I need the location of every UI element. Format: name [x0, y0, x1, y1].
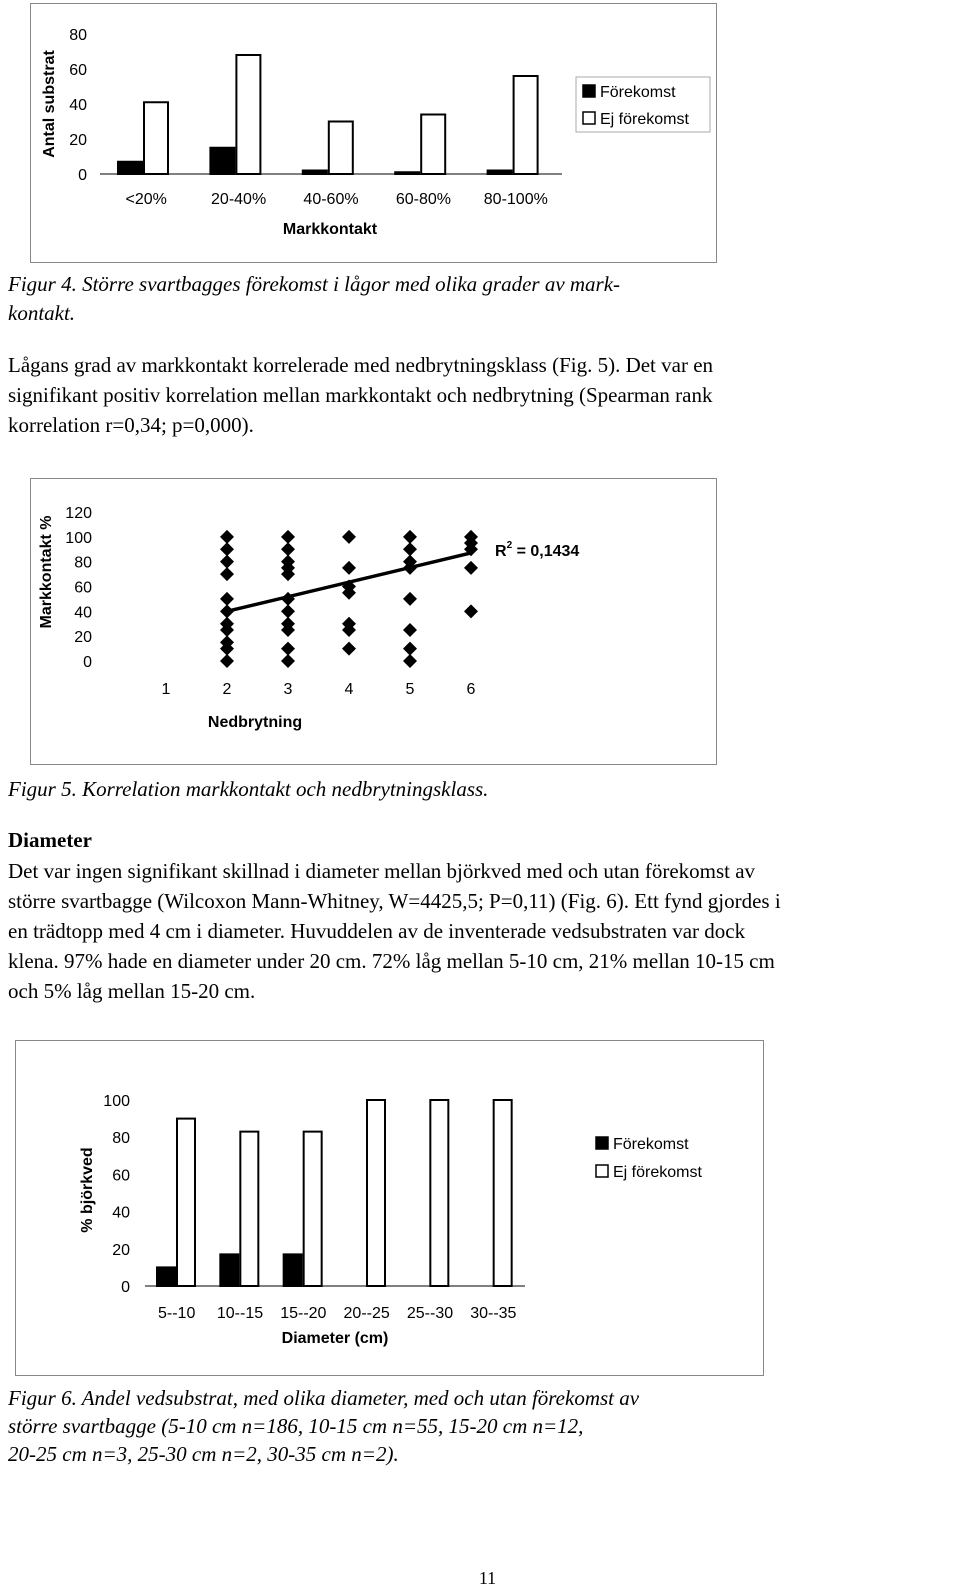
paragraph-2-line5: och 5% låg mellan 15-20 cm. — [8, 979, 256, 1003]
bar-forekomst — [284, 1254, 302, 1286]
paragraph-2-line2: större svartbagge (Wilcoxon Mann-Whitney, W=4425,5; P=0,11) (Fig. 6). Ett fynd gjordes i — [8, 889, 781, 913]
r-squared-label: $R^2 = 0,1434$ — [495, 540, 580, 560]
y-tick-label: 60 — [69, 62, 87, 79]
bar-forekomst — [220, 1254, 238, 1286]
paragraph-1-line2: signifikant positiv korrelation mellan markkontakt och nedbrytning (Spearman rank — [8, 383, 713, 407]
y-tick-label: 0 — [121, 1279, 130, 1296]
y-axis-title: Antal substrat — [41, 50, 58, 158]
bar-ej-forekomst — [367, 1100, 385, 1286]
y-tick-label: 60 — [74, 579, 92, 597]
x-tick-label: 5 — [405, 681, 415, 698]
bar-ej-forekomst — [304, 1132, 322, 1286]
x-tick-label: 15--20 — [280, 1305, 327, 1322]
figure-4-caption-line1: Figur 4. Större svartbagges förekomst i lågor med olika grader av mark- — [8, 272, 621, 296]
y-tick-label: 0 — [83, 654, 92, 671]
legend-swatch — [596, 1165, 608, 1177]
y-tick-label: 60 — [112, 1167, 130, 1185]
x-tick-label: 1 — [161, 681, 171, 698]
y-tick-label: 20 — [74, 629, 92, 647]
x-axis-title: Diameter (cm) — [281, 1330, 389, 1347]
figure-4-caption-line2: kontakt. — [8, 301, 76, 325]
y-tick-label: 80 — [69, 27, 87, 44]
y-tick-label: 40 — [74, 604, 92, 622]
x-tick-label: 3 — [283, 681, 293, 698]
section-heading-diameter: Diameter — [8, 828, 92, 852]
y-tick-label: 20 — [69, 132, 87, 149]
paragraph-1-line3: korrelation r=0,34; p=0,000). — [8, 413, 254, 437]
figure-6-caption-line3: 20-25 cm n=3, 25-30 cm n=2, 30-35 cm n=2). — [8, 1442, 399, 1466]
bar-forekomst — [157, 1267, 175, 1286]
x-tick-label: 80-100% — [483, 191, 548, 208]
legend-label: Förekomst — [613, 1136, 689, 1153]
y-tick-label: 80 — [112, 1130, 130, 1148]
x-tick-label: 25--30 — [406, 1305, 454, 1322]
x-tick-label: 5--10 — [157, 1305, 196, 1322]
figure-5-caption: Figur 5. Korrelation markkontakt och nedbrytningsklass. — [8, 777, 489, 801]
paragraph-1-line1: Lågans grad av markkontakt korrelerade med nedbrytningsklass (Fig. 5). Det var en — [8, 353, 714, 377]
x-tick-label: 2 — [222, 681, 232, 698]
y-tick-label: 40 — [112, 1204, 130, 1222]
bar-ej-forekomst — [177, 1119, 195, 1286]
paragraph-2-line4: klena. 97% hade en diameter under 20 cm. 72% låg mellan 5-10 cm, 21% mellan 10-15 cm — [8, 949, 775, 973]
bar-ej-forekomst — [240, 1132, 258, 1286]
figure-6-caption-line1: Figur 6. Andel vedsubstrat, med olika diameter, med och utan förekomst av — [8, 1386, 640, 1410]
x-tick-label: 40-60% — [303, 191, 359, 208]
x-tick-label: 30--35 — [470, 1305, 517, 1322]
legend-label: Förekomst — [600, 84, 676, 101]
paragraph-2-line3: en trädtopp med 4 cm i diameter. Huvuddelen av de inventerade vedsubstraten var dock — [8, 919, 746, 943]
y-tick-label: 80 — [74, 554, 92, 572]
x-tick-label: 20-40% — [211, 191, 267, 208]
legend-swatch — [596, 1137, 608, 1149]
y-tick-label: 100 — [103, 1093, 130, 1110]
x-tick-label: 20--25 — [343, 1305, 390, 1322]
y-axis-title: % björkved — [79, 1147, 96, 1233]
legend-label: Ej förekomst — [600, 111, 689, 128]
paragraph-2-line1: Det var ingen signifikant skillnad i diameter mellan björkved med och utan förekomst av — [8, 859, 756, 883]
x-tick-label: <20% — [125, 191, 167, 208]
y-axis-title: Markkontakt % — [38, 515, 55, 629]
bar-ej-forekomst — [494, 1100, 512, 1286]
x-tick-label: 4 — [344, 681, 354, 698]
x-axis-title: Markkontakt — [282, 221, 378, 238]
y-tick-label: 40 — [69, 97, 87, 114]
figure-6-caption-line2: större svartbagge (5-10 cm n=186, 10-15 cm n=55, 15-20 cm n=12, — [8, 1414, 584, 1438]
y-tick-label: 100 — [65, 529, 92, 547]
y-tick-label: 20 — [112, 1241, 130, 1259]
y-tick-label: 120 — [65, 505, 92, 522]
bar-ej-forekomst — [430, 1100, 448, 1286]
x-tick-label: 60-80% — [395, 191, 451, 208]
x-tick-label: 6 — [466, 681, 476, 698]
x-axis-title: Nedbrytning — [207, 714, 303, 731]
page-number: 11 — [478, 1568, 497, 1588]
legend-label: Ej förekomst — [613, 1164, 702, 1181]
y-tick-label: 0 — [78, 167, 87, 184]
x-tick-label: 10--15 — [216, 1305, 264, 1322]
